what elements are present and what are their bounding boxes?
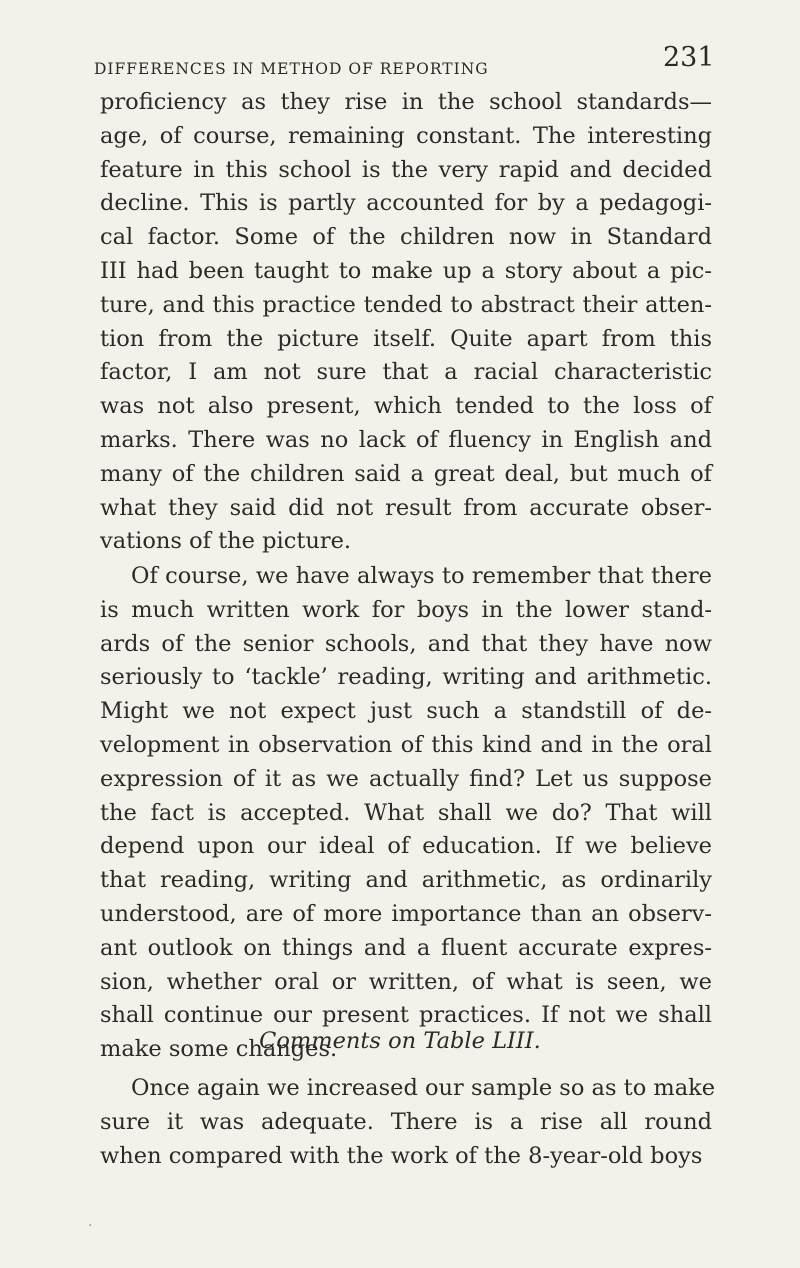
text-line: make some changes. <box>100 1036 338 1063</box>
text-line: marks. There was no lack of fluency in English and <box>100 426 712 453</box>
running-head: DIFFERENCES IN METHOD OF REPORTING <box>94 60 489 78</box>
text-line: many of the children said a great deal, but much of <box>100 460 712 487</box>
text-line: proficiency as they rise in the school standards— <box>100 89 712 115</box>
text-line: Of course, we have always to remember that there <box>131 563 712 589</box>
text-line: sion, whether oral or written, of what is seen, we <box>100 968 712 995</box>
text-line: seriously to ‘tackle’ reading, writing and arithmetic. <box>100 664 712 691</box>
text-line: ant outlook on things and a fluent accurate expres- <box>100 934 712 961</box>
text-line: Once again we increased our sample so as to make <box>131 1075 716 1101</box>
text-line: ture, and this practice tended to abstract their atten- <box>100 291 712 318</box>
text-line: shall continue our present practices. If not we shall <box>100 1002 712 1029</box>
text-line: that reading, writing and arithmetic, as ordinarily <box>100 867 712 894</box>
text-line: is much written work for boys in the lower stand- <box>100 596 712 623</box>
text-line: depend upon our ideal of education. If we believe <box>100 833 712 860</box>
text-line: understood, are of more importance than an observ- <box>100 900 712 927</box>
text-line: decline. This is partly accounted for by a pedagogi- <box>100 190 712 217</box>
text-line: sure it was adequate. There is a rise all round <box>100 1108 712 1135</box>
text-line: age, of course, remaining constant. The interesting <box>100 122 712 149</box>
text-line: when compared with the work of the 8-year-old boys <box>100 1142 703 1169</box>
text-line: tion from the picture itself. Quite apart from this <box>100 325 712 352</box>
text-line: vations of the picture. <box>100 528 352 555</box>
page-number: 231 <box>663 42 715 73</box>
text-line: was not also present, which tended to the loss of <box>100 393 712 420</box>
text-line: what they said did not result from accurate obser- <box>100 494 712 521</box>
section-heading: Comments on Table LIII. <box>259 1028 541 1054</box>
paragraph-3 <box>100 1072 716 1173</box>
text-line: Might we not expect just such a standstill of de- <box>100 698 712 725</box>
text-line: the fact is accepted. What shall we do? That will <box>100 799 712 826</box>
text-line: expression of it as we actually find? Let us suppose <box>100 765 712 792</box>
text-line: factor, I am not sure that a racial characteristic <box>100 359 712 386</box>
text-line: ards of the senior schools, and that they have now <box>100 630 712 657</box>
text-line: III had been taught to make up a story about a pic- <box>100 257 712 284</box>
text-line: cal factor. Some of the children now in Standard <box>100 224 712 251</box>
text-line: velopment in observation of this kind and in the oral <box>100 731 712 758</box>
paragraph-2 <box>100 560 712 1067</box>
margin-mark: · <box>88 1218 93 1234</box>
paragraph-1 <box>100 86 712 559</box>
text-line: feature in this school is the very rapid and decided <box>100 156 712 183</box>
